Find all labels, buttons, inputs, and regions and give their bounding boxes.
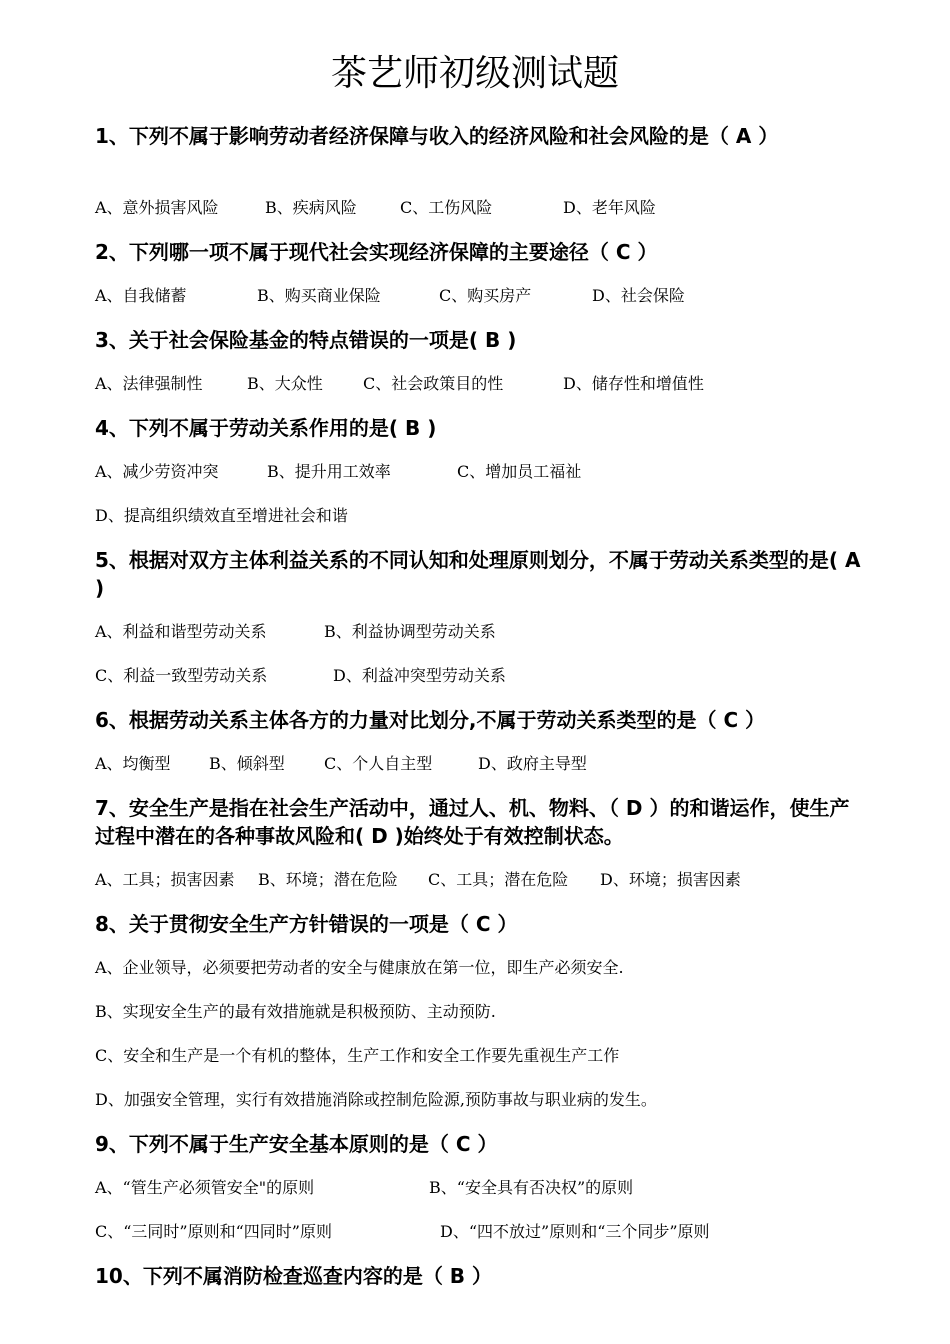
option-d: D、政府主导型	[478, 754, 587, 773]
option-c: C、个人自主型	[324, 754, 433, 773]
option-c: C、利益一致型劳动关系	[95, 666, 268, 685]
option-c: C、工伤风险	[400, 198, 493, 217]
option-a: A、均衡型	[95, 754, 171, 773]
option-a: A、利益和谐型劳动关系	[95, 622, 267, 641]
option-b: B、疾病风险	[265, 198, 357, 217]
option-b: B、利益协调型劳动关系	[324, 622, 496, 641]
page-title: 茶艺师初级测试题	[330, 53, 619, 94]
question-5: 5、根据对双方主体利益关系的不同认知和处理原则划分，不属于劳动关系类型的是( A )	[95, 548, 861, 600]
question-2: 2、下列哪一项不属于现代社会实现经济保障的主要途径（ C ）	[95, 240, 658, 264]
option-a: A、“管生产必须管安全"的原则	[95, 1178, 315, 1197]
option-b: B、大众性	[247, 374, 323, 393]
option-c: C、工具；潜在危险	[428, 870, 569, 889]
option-c: C、社会政策目的性	[363, 374, 504, 393]
question-10: 10、下列不属消防检查巡查内容的是（ B ）	[95, 1264, 493, 1288]
option-b: B、提升用工效率	[267, 462, 391, 481]
option-a: A、工具；损害因素	[95, 870, 235, 889]
question-6: 6、根据劳动关系主体各方的力量对比划分,不属于劳动关系类型的是（ C ）	[95, 708, 766, 732]
question-9: 9、下列不属于生产安全基本原则的是（ C ）	[95, 1132, 498, 1156]
option-a: A、意外损害风险	[95, 198, 219, 217]
option-d: D、环境；损害因素	[600, 870, 741, 889]
option-c: C、安全和生产是一个有机的整体，生产工作和安全工作要先重视生产工作	[95, 1046, 620, 1065]
option-b: B、环境；潜在危险	[258, 870, 398, 889]
option-d: D、老年风险	[563, 198, 656, 217]
question-1: 1、下列不属于影响劳动者经济保障与收入的经济风险和社会风险的是（ A ）	[95, 124, 779, 148]
option-a: A、法律强制性	[95, 374, 203, 393]
option-b: B、购买商业保险	[257, 286, 381, 305]
option-c: C、购买房产	[439, 286, 532, 305]
question-4: 4、下列不属于劳动关系作用的是( B )	[95, 416, 437, 440]
option-b: B、倾斜型	[209, 754, 285, 773]
option-c: C、增加员工福祉	[457, 462, 582, 481]
option-a: A、自我储蓄	[95, 286, 187, 305]
option-a: A、减少劳资冲突	[95, 462, 219, 481]
option-d: D、提高组织绩效直至增进社会和谐	[95, 506, 348, 525]
option-c: C、“三同时”原则和“四同时”原则	[95, 1222, 332, 1241]
question-8: 8、关于贯彻安全生产方针错误的一项是（ C ）	[95, 912, 518, 936]
question-3: 3、关于社会保险基金的特点错误的一项是( B )	[95, 328, 517, 352]
option-d: D、加强安全管理，实行有效措施消除或控制危险源,预防事故与职业病的发生。	[95, 1090, 657, 1109]
option-b: B、实现安全生产的最有效措施就是积极预防、主动预防.	[95, 1002, 496, 1021]
question-7: 7、安全生产是指在社会生产活动中，通过人、机、物料、（ D ）的和谐运作，使生产过程中潜在的各种事故风险和( D )始终处于有效控制状态。	[95, 796, 850, 848]
option-d: D、“四不放过”原则和“三个同步”原则	[440, 1222, 710, 1241]
option-b: B、“安全具有否决权”的原则	[429, 1178, 634, 1197]
option-a: A、企业领导，必须要把劳动者的安全与健康放在第一位，即生产必须安全.	[95, 958, 624, 977]
option-d: D、社会保险	[592, 286, 685, 305]
option-d: D、储存性和增值性	[563, 374, 704, 393]
option-d: D、利益冲突型劳动关系	[333, 666, 506, 685]
